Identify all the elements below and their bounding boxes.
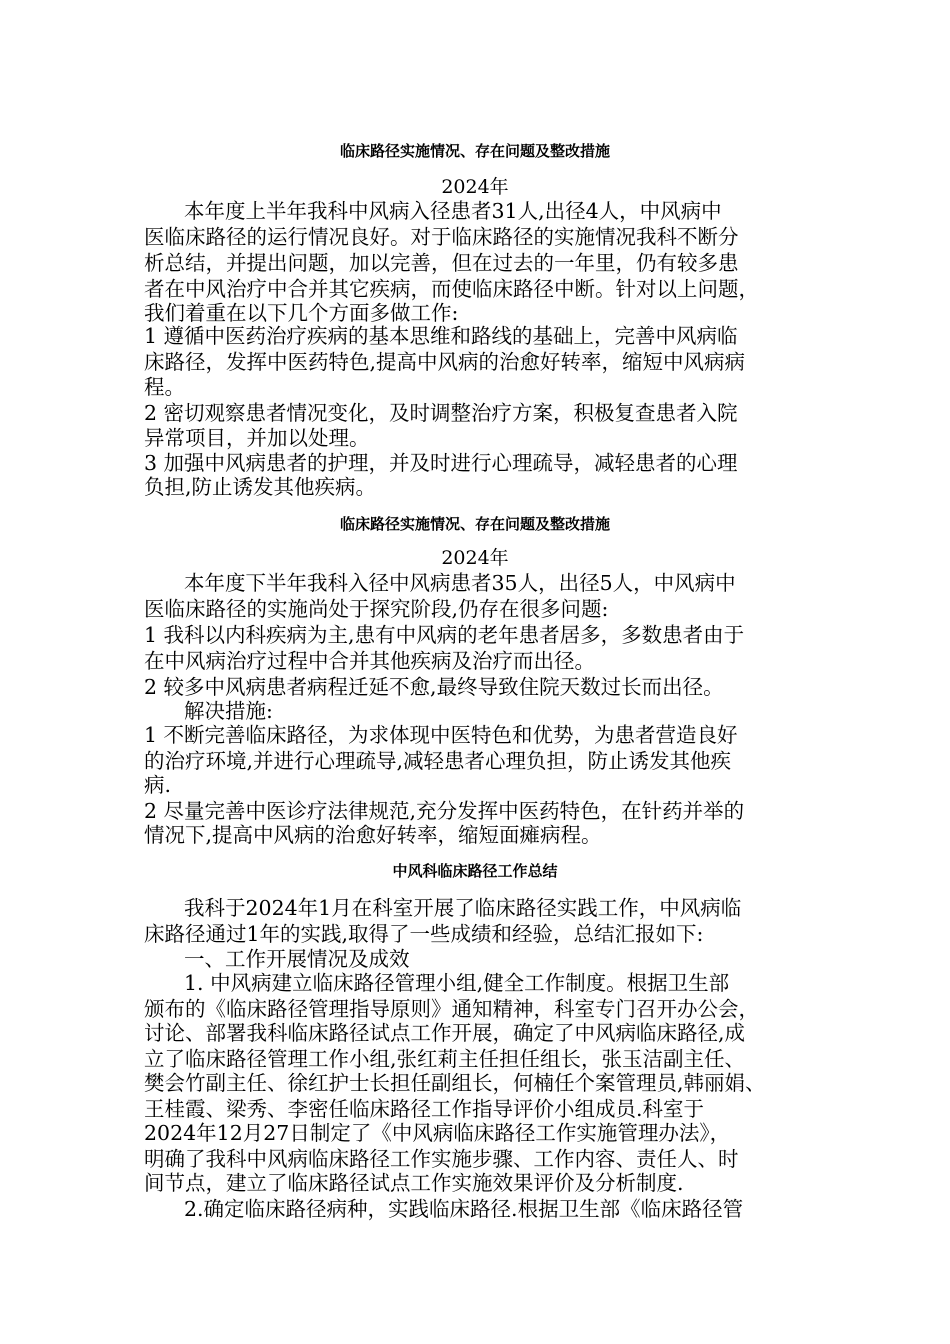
paragraph-line: 医临床路径的运行情况良好。对于临床路径的实施情况我科不断分 xyxy=(144,225,739,249)
list-item-line: 负担,防止诱发其他疾病。 xyxy=(144,475,377,499)
paragraph-line: 间节点，建立了临床路径试点工作实施效果评价及分析制度. xyxy=(144,1171,684,1195)
paragraph-line: 1. 中风病建立临床路径管理小组,健全工作制度。根据卫生部 xyxy=(184,971,730,995)
section2-year: 2024年 xyxy=(441,547,509,569)
list-item-line: 2 密切观察患者情况变化，及时调整治疗方案，积极复查患者入院 xyxy=(144,401,738,425)
list-item-line: 程。 xyxy=(144,375,185,399)
paragraph-line: 立了临床路径管理工作小组,张红莉主任担任组长，张玉洁副主任、 xyxy=(144,1047,746,1071)
list-item-line: 异常项目，并加以处理。 xyxy=(144,426,370,450)
list-item-line: 2 尽量完善中医诊疗法律规范,充分发挥中医药特色，在针药并举的 xyxy=(144,799,745,823)
section1-title: 临床路径实施情况、存在问题及整改措施 xyxy=(339,142,610,160)
list-item-line: 3 加强中风病患者的护理，并及时进行心理疏导，减轻患者的心理 xyxy=(144,451,738,475)
paragraph-line: 王桂霞、梁秀、李密任临床路径工作指导评价小组成员.科室于 xyxy=(144,1097,705,1121)
list-item-line: 1 我科以内科疾病为主,患有中风病的老年患者居多，多数患者由于 xyxy=(144,623,745,647)
paragraph-line: 者在中风治疗中合并其它疾病，而使临床路径中断。针对以上问题， xyxy=(144,277,759,301)
subheading-line: 解决措施: xyxy=(184,699,273,723)
paragraph-line: 医临床路径的实施尚处于探究阶段,仍存在很多问题: xyxy=(144,597,609,621)
list-item-line: 的治疗环境,并进行心理疏导,减轻患者心理负担，防止诱发其他疾 xyxy=(144,749,732,773)
paragraph-line: 床路径通过1年的实践,取得了一些成绩和经验，总结汇报如下: xyxy=(144,922,704,946)
list-item-line: 在中风病治疗过程中合并其他疾病及治疗而出径。 xyxy=(144,649,595,673)
list-item-line: 1 不断完善临床路径，为求体现中医特色和优势，为患者营造良好 xyxy=(144,723,738,747)
paragraph-line: 析总结，并提出问题，加以完善，但在过去的一年里，仍有较多患 xyxy=(144,251,739,275)
paragraph-line: 樊会竹副主任、徐红护士长担任副组长，何楠任个案管理员,韩丽娟、 xyxy=(144,1071,766,1095)
section3-title: 中风科临床路径工作总结 xyxy=(392,862,558,880)
paragraph-line: 本年度上半年我科中风病入径患者31人,出径4人，中风病中 xyxy=(184,199,722,223)
paragraph-line: 我科于2024年1月在科室开展了临床路径实践工作，中风病临 xyxy=(184,896,742,920)
list-item-line: 2 较多中风病患者病程迁延不愈,最终导致住院天数过长而出径。 xyxy=(144,675,724,699)
list-item-line: 1 遵循中医药治疗疾病的基本思维和路线的基础上，完善中风病临 xyxy=(144,324,738,348)
paragraph-line: 2.确定临床路径病种，实践临床路径.根据卫生部《临床路径管 xyxy=(184,1197,744,1221)
paragraph-line: 2024年12月27日制定了《中风病临床路径工作实施管理办法》， xyxy=(144,1121,731,1145)
paragraph-line: 本年度下半年我科入径中风病患者35人，出径5人，中风病中 xyxy=(184,571,736,595)
paragraph-line: 我们着重在以下几个方面多做工作: xyxy=(144,301,459,325)
subheading-line: 一、工作开展情况及成效 xyxy=(184,947,410,971)
list-item-line: 病. xyxy=(144,773,172,797)
section2-title: 临床路径实施情况、存在问题及整改措施 xyxy=(339,515,610,533)
paragraph-line: 明确了我科中风病临床路径工作实施步骤、工作内容、责任人、时 xyxy=(144,1147,739,1171)
paragraph-line: 讨论、部署我科临床路径试点工作开展，确定了中风病临床路径,成 xyxy=(144,1021,746,1045)
list-item-line: 情况下,提高中风病的治愈好转率，缩短面瘫病程。 xyxy=(144,823,602,847)
section1-year: 2024年 xyxy=(441,176,509,198)
list-item-line: 床路径，发挥中医药特色,提高中风病的治愈好转率，缩短中风病病 xyxy=(144,350,746,374)
paragraph-line: 颁布的《临床路径管理指导原则》通知精神，科室专门召开办公会， xyxy=(144,997,759,1021)
